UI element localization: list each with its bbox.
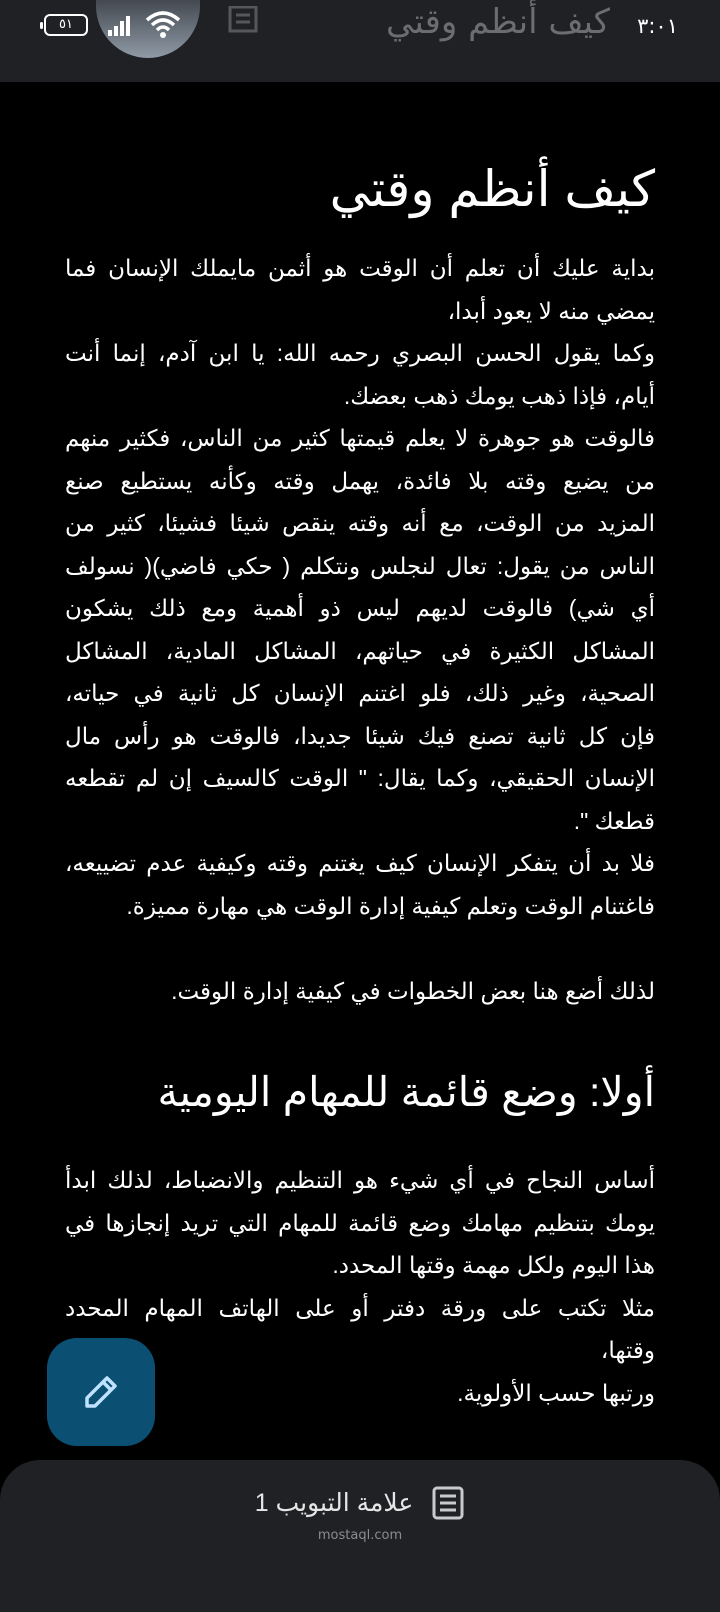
paragraph-line: ورتبها حسب الأولوية. xyxy=(457,1379,655,1406)
paragraph-line: الإنسان الحقيقي، وكما يقال: " الوقت كالسيف إن لم تقطعه xyxy=(65,765,655,791)
paragraph-line xyxy=(65,927,655,970)
paragraph-line: المزيد من الوقت، مع أنه وقته ينقص شيئا فشيئا، كثير من xyxy=(65,510,655,536)
paragraph-line: فلا بد أن يتفكر الإنسان كيف يغتنم وقته وكيفية عدم تضييعه، xyxy=(65,850,655,876)
paragraph-line: من يضيع وقته بلا فائدة، يهمل وقته وكأنه يستطيع صنع xyxy=(65,467,655,494)
top-bar xyxy=(0,0,720,82)
paragraph-line: أيام، فإذا ذهب يومك ذهب بعضك. xyxy=(343,382,655,409)
paragraph-line: وقتها، xyxy=(600,1337,655,1363)
tab-switcher-button[interactable] xyxy=(0,1486,720,1520)
paragraph-line: فإن كل ثانية تصنع فيك شيئا جديدا، فالوقت هو رأس مال xyxy=(65,722,655,749)
page-title-faded: كيف أنظم وقتي xyxy=(386,2,610,42)
paragraph-line: أي شي) فالوقت لديهم ليس ذو أهمية ومع ذلك يشكون xyxy=(65,595,655,621)
article-section-1 xyxy=(65,247,655,1012)
bottom-bar xyxy=(0,1460,720,1612)
paragraph-line: الصحية، وغير ذلك، فلو اغتنم الإنسان كل ثانية في حياته، xyxy=(65,680,655,706)
paragraph-line: لذلك أضع هنا بعض الخطوات في كيفية إدارة الوقت. xyxy=(171,977,655,1004)
paragraph-line: يومك بتنظيم مهامك وضع قائمة للمهام التي تريد إنجازها في xyxy=(65,1209,655,1236)
paragraph-line: أساس النجاح في أي شيء هو التنظيم والانضباط، لذلك ابدأ xyxy=(65,1167,655,1193)
tab-label: علامة التبويب 1 xyxy=(254,1489,414,1517)
paragraph-line: يمضي منه لا يعود أبدا، xyxy=(447,297,655,324)
edit-button[interactable] xyxy=(47,1338,155,1446)
watermark: mostaql.com xyxy=(317,1528,403,1543)
pencil-icon xyxy=(81,1372,121,1412)
tab-document-icon xyxy=(431,1486,465,1520)
wifi-icon xyxy=(145,10,181,40)
paragraph-line: هذا اليوم ولكل مهمة وقتها المحدد. xyxy=(332,1252,655,1278)
paragraph-line: وكما يقول الحسن البصري رحمه الله: يا ابن آدم، إنما أنت xyxy=(65,340,655,366)
signal-icon xyxy=(108,16,134,38)
paragraph-line: الناس من يقول: تعال لنجلس ونتكلم ( حكي فاضي)( نسولف xyxy=(65,552,655,579)
status-time: ٣:٠١ xyxy=(637,14,678,38)
paragraph-line: المشاكل الكثيرة في حياتهم، المشاكل المادية، المشاكل xyxy=(65,637,655,664)
paragraph-line: فالوقت هو جوهرة لا يعلم قيمتها كثير من الناس، فكثير منهم xyxy=(65,425,655,451)
article-title: كيف أنظم وقتي xyxy=(329,161,655,217)
paragraph-line: فاغتنام الوقت وتعلم كيفية إدارة الوقت هي مهارة مميزة. xyxy=(126,892,655,919)
paragraph-line: قطعك ". xyxy=(573,807,655,834)
document-icon[interactable] xyxy=(228,6,258,34)
paragraph-line: مثلا تكتب على ورقة دفتر أو على الهاتف المهام المحدد xyxy=(65,1294,655,1321)
section-heading: أولا: وضع قائمة للمهام اليومية xyxy=(157,1069,655,1115)
battery-indicator: ٥١ xyxy=(44,14,88,36)
paragraph-line: بداية عليك أن تعلم أن الوقت هو أثمن مايملك الإنسان فما xyxy=(65,255,655,281)
